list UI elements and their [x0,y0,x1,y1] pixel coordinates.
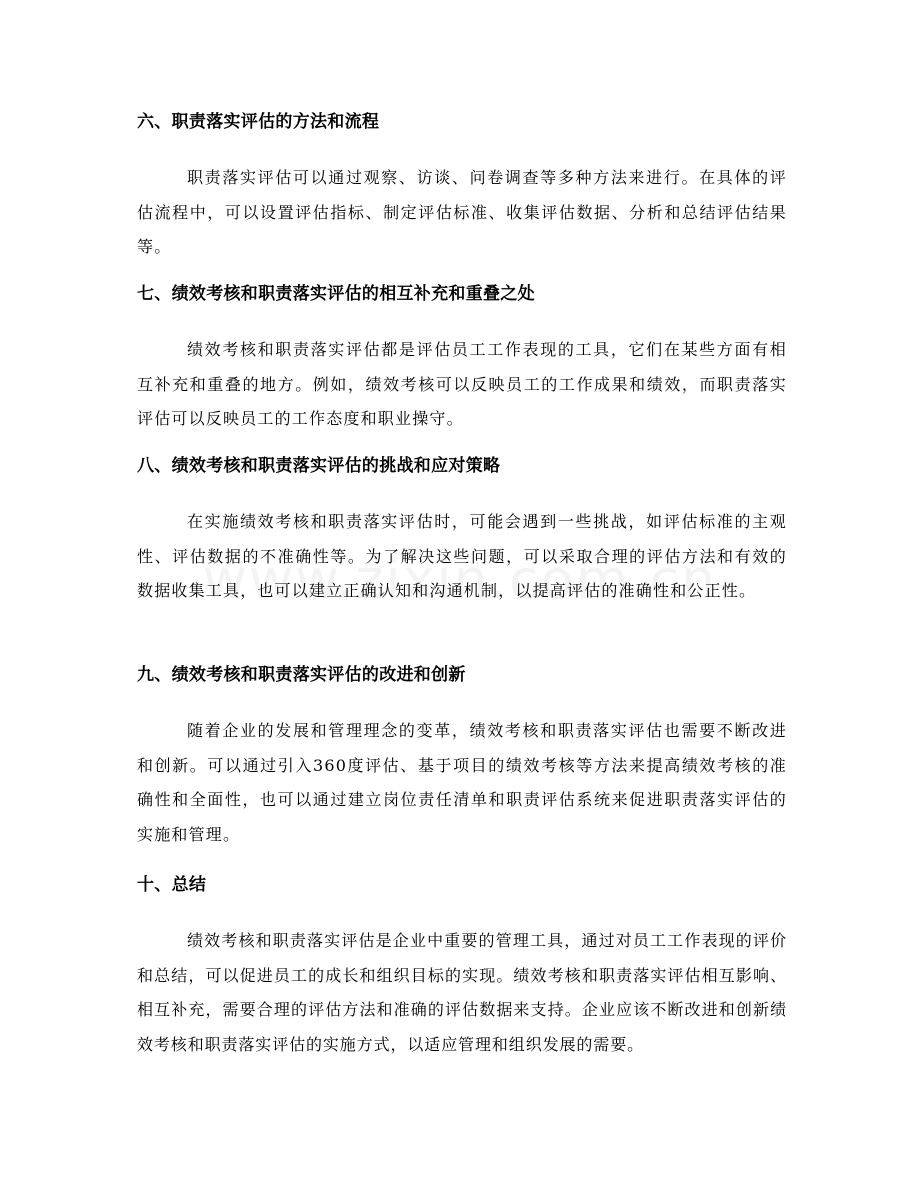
section-10 [137,873,787,1062]
section-heading: 九、绩效考核和职责落实评估的改进和创新 [137,665,466,685]
section-paragraph: 绩效考核和职责落实评估是企业中重要的管理工具，通过对员工工作表现的评价和总结，可以促进员工的成长和组织目标的实现。绩效考核和职责落实评估相互影响、相互补充，需要合理的评估方法和准确的评估数据来支持。企业应该不断改进和创新绩效考核和职责落实评估的实施方式，以适应管理和组织发展的需要。 [137,931,787,1054]
section-9 [137,663,787,852]
section-paragraph: 职责落实评估可以通过观察、访谈、问卷调查等多种方法来进行。在具体的评估流程中，可以设置评估指标、制定评估标准、收集评估数据、分析和总结评估结果等。 [137,168,787,256]
section-heading: 十、总结 [137,875,207,895]
section-paragraph: 在实施绩效考核和职责落实评估时，可能会遇到一些挑战，如评估标准的主观性、评估数据的不准确性等。为了解决这些问题，可以采取合理的评估方法和有效的数据收集工具，也可以建立正确认知和沟通机制，以提高评估的准确性和公正性。 [137,512,787,600]
section-heading: 七、绩效考核和职责落实评估的相互补充和重叠之处 [137,284,535,304]
section-7 [137,282,787,437]
section-heading: 八、绩效考核和职责落实评估的挑战和应对策略 [137,456,501,476]
section-6 [137,110,787,265]
section-heading: 六、职责落实评估的方法和流程 [137,112,380,132]
section-paragraph: 绩效考核和职责落实评估都是评估员工工作表现的工具，它们在某些方面有相互补充和重叠的地方。例如，绩效考核可以反映员工的工作成果和绩效，而职责落实评估可以反映员工的工作态度和职业操守。 [137,340,787,428]
section-8 [137,454,787,609]
section-paragraph: 随着企业的发展和管理理念的变革，绩效考核和职责落实评估也需要不断改进和创新。可以通过引入360度评估、基于项目的绩效考核等方法来提高绩效考核的准确性和全面性，也可以通过建立岗位责任清单和职责评估系统来促进职责落实评估的实施和管理。 [137,721,787,844]
